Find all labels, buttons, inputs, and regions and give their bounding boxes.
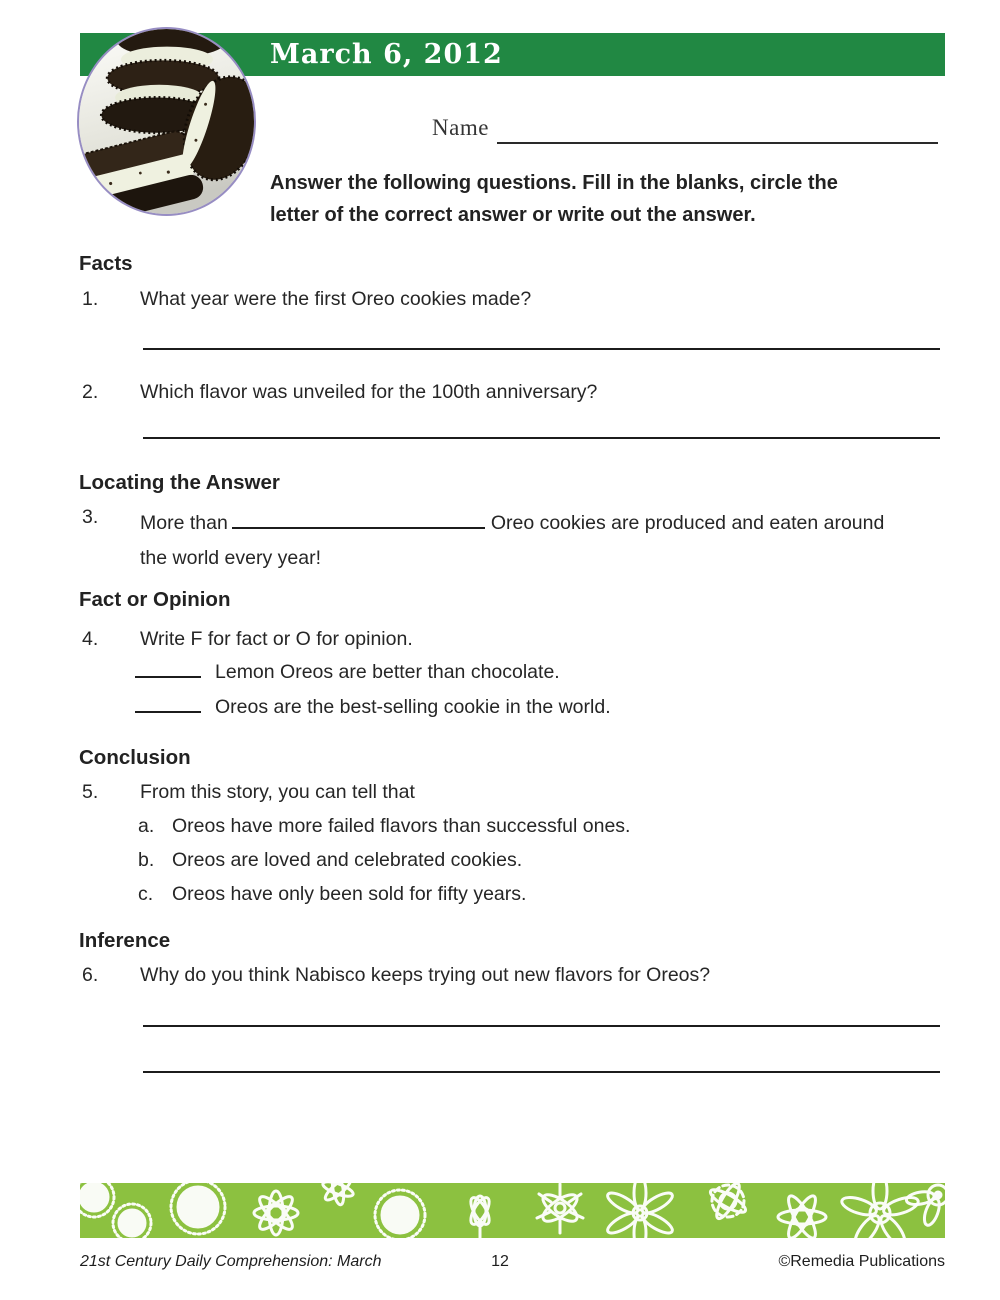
question-3-number: 3. [82,506,99,528]
question-5-text: From this story, you can tell that [140,781,415,803]
fact-opinion-item-2 [135,696,611,719]
footer-page-number: 12 [491,1253,509,1270]
section-heading-facts: Facts [79,252,133,275]
question-1-text: What year were the first Oreo cookies made? [140,288,532,310]
section-heading-fact-or-opinion: Fact or Opinion [79,588,231,611]
oreo-cookies-graphic [79,29,254,214]
section-heading-locating: Locating the Answer [79,471,280,494]
question-2-text: Which flavor was unveiled for the 100th anniversary? [140,381,598,403]
section-heading-conclusion: Conclusion [79,746,191,769]
choice-a-letter[interactable]: a. [138,815,155,837]
answer-line-q6-1[interactable] [143,1008,940,1027]
instructions-line-1: Answer the following questions. Fill in the blanks, circle the [270,172,838,194]
floral-band-graphic [80,1183,945,1238]
fill-in-blank-q3[interactable] [232,512,485,529]
question-4-number: 4. [82,628,99,650]
fact-opinion-blank-1[interactable] [135,661,201,678]
name-label: Name [432,115,489,140]
choice-b-letter[interactable]: b. [138,849,155,871]
question-3-text [140,506,920,576]
question-3-prefix: More than [140,512,228,534]
question-4-text: Write F for fact or O for opinion. [140,628,413,650]
fact-opinion-item-1 [135,661,560,684]
answer-line-q1[interactable] [143,331,940,350]
question-6-text: Why do you think Nabisco keeps trying out new flavors for Oreos? [140,964,711,986]
floral-band [80,1183,945,1238]
choice-a-text: Oreos have more failed flavors than successful ones. [172,815,631,837]
question-5-number: 5. [82,781,99,803]
question-3-suffix: Oreo cookies are produced and eaten around [490,512,885,534]
name-input-line[interactable] [497,128,938,144]
choice-c-text: Oreos have only been sold for fifty years. [172,883,527,905]
answer-line-q6-2[interactable] [143,1054,940,1073]
instructions-line-2: letter of the correct answer or write out the answer. [270,204,756,226]
footer-publisher: ©Remedia Publications [778,1253,945,1270]
choice-b-text: Oreos are loved and celebrated cookies. [172,849,523,871]
footer-book-title: 21st Century Daily Comprehension: March [80,1253,382,1270]
instructions [270,167,950,231]
choice-c-letter[interactable]: c. [138,883,154,905]
fact-opinion-text-1: Lemon Oreos are better than chocolate. [215,661,560,683]
fact-opinion-blank-2[interactable] [135,696,201,713]
oreo-cookies-photo [77,27,256,216]
question-6-number: 6. [82,964,99,986]
question-2-number: 2. [82,381,99,403]
answer-line-q2[interactable] [143,420,940,439]
question-3-suffix-line2: the world every year! [140,547,321,569]
date-title: March 6, 2012 [270,39,503,70]
section-heading-inference: Inference [79,929,171,952]
fact-opinion-text-2: Oreos are the best-selling cookie in the world. [215,696,611,718]
question-1-number: 1. [82,288,99,310]
